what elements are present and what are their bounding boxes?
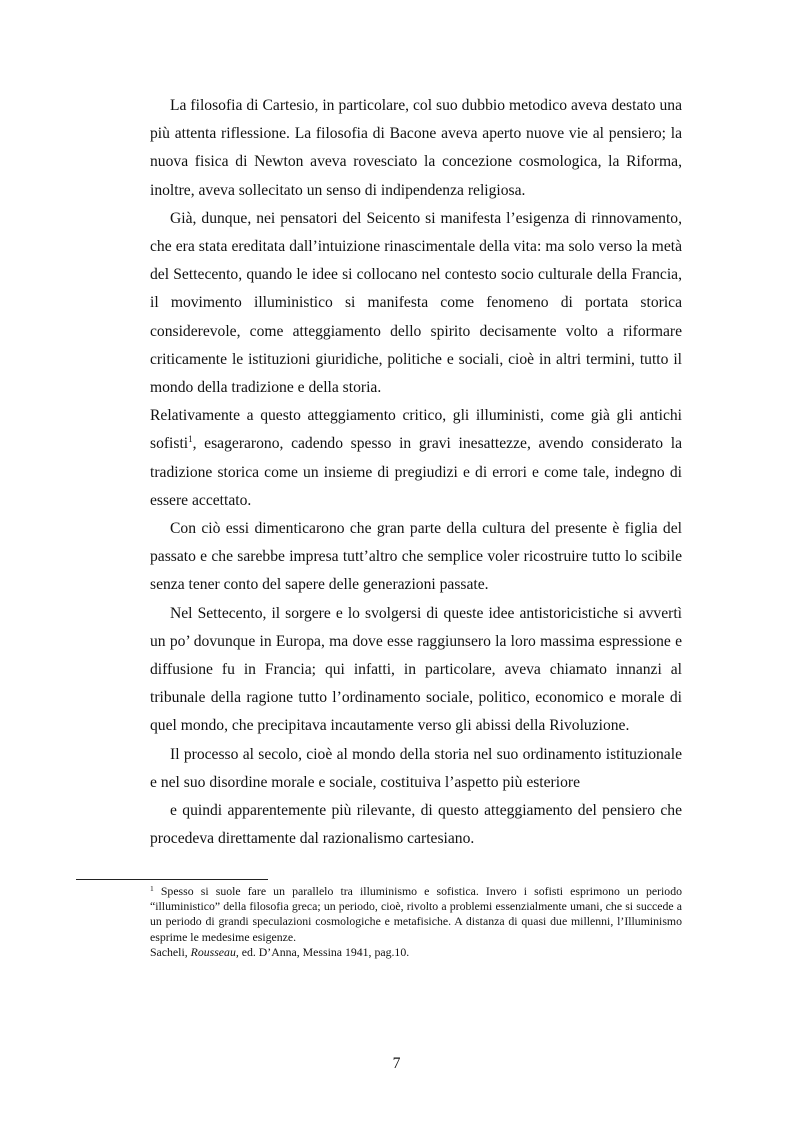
paragraph: Il processo al secolo, cioè al mondo della storia nel suo ordinamento istituzionale e nel suo disordine morale e sociale, costituiva l’aspetto più esteriore [150, 745, 682, 791]
page-number: 7 [392, 1055, 401, 1072]
citation-author: Sacheli, [150, 944, 191, 959]
body-text [150, 92, 682, 853]
citation-title: Rousseau, [190, 944, 239, 959]
paragraph [150, 402, 682, 515]
paragraph: e quindi apparentemente più rilevante, di questo atteggiamento del pensiero che procedeva direttamente dal razionalismo cartesiano. [150, 802, 682, 848]
paragraph: Con ciò essi dimenticarono che gran parte della cultura del presente è figlia del passato e che sarebbe impresa tutt’altro che semplice voler ricostruire tutto lo scibile senza tener conto del sapere delle generazioni passate. [150, 520, 682, 594]
paragraph-text: Relativamente a questo atteggiamento critico, gli illuministi, come già gli antichi sofisti [150, 407, 682, 453]
footnote-text [150, 884, 682, 945]
footnote-marker: 1 [150, 884, 154, 893]
citation-details: ed. D’Anna, Messina 1941, pag.10. [238, 944, 410, 959]
paragraph: La filosofia di Cartesio, in particolare, col suo dubbio metodico aveva destato una più attenta riflessione. La filosofia di Bacone aveva aperto nuove vie al pensiero; la nuova fisica di Newton aveva rovesciato la concezione cosmologica, la Riforma, inoltre, aveva sollecitato un senso di indipendenza religiosa. [150, 97, 682, 199]
footnote [150, 884, 682, 960]
footnote-separator [76, 879, 268, 880]
paragraph: Nel Settecento, il sorgere e lo svolgersi di queste idee antistoricistiche si avvertì un po’ dovunque in Europa, ma dove esse raggiunsero la loro massima espressione e diffusione fu in Francia; qui infatti, in particolare, aveva chiamato innanzi al tribunale della ragione tutto l’ordinamento sociale, politico, economico e morale di quel mondo, che precipitava incautamente verso gli abissi della Rivoluzione. [150, 604, 682, 735]
paragraph: Già, dunque, nei pensatori del Seicento si manifesta l’esigenza di rinnovamento, che era stata ereditata dall’intuizione rinascimentale della vita: ma solo verso la metà del Settecento, quando le idee si collocano nel contesto socio culturale della Francia, il movimento illuministico si manifesta come fenomeno di portata storica considerevole, come atteggiamento dello spirito decisamente volto a riformare criticamente le istituzioni giuridiche, politiche e sociali, cioè in altri termini, tutto il mondo della tradizione e della storia. [150, 209, 682, 397]
footnote-body: Spesso si suole fare un parallelo tra illuminismo e sofistica. Invero i sofisti esprimono un periodo “illuministico” della filosofia greca; un periodo, cioè, rivolto a problemi essenzialmente umani, che si succede a un periodo di grandi speculazioni cosmologiche e metafisiche. A distanza di quasi due millenni, l’Illuminismo esprime le medesime esigenze. [150, 884, 682, 944]
footnote-citation [150, 945, 682, 960]
paragraph-text: , esagerarono, cadendo spesso in gravi inesattezze, avendo considerato la tradizione storica come un insieme di pregiudizi e di errori e come tale, indegno di essere accettato. [150, 435, 682, 509]
footnote-reference[interactable]: 1 [188, 434, 193, 445]
